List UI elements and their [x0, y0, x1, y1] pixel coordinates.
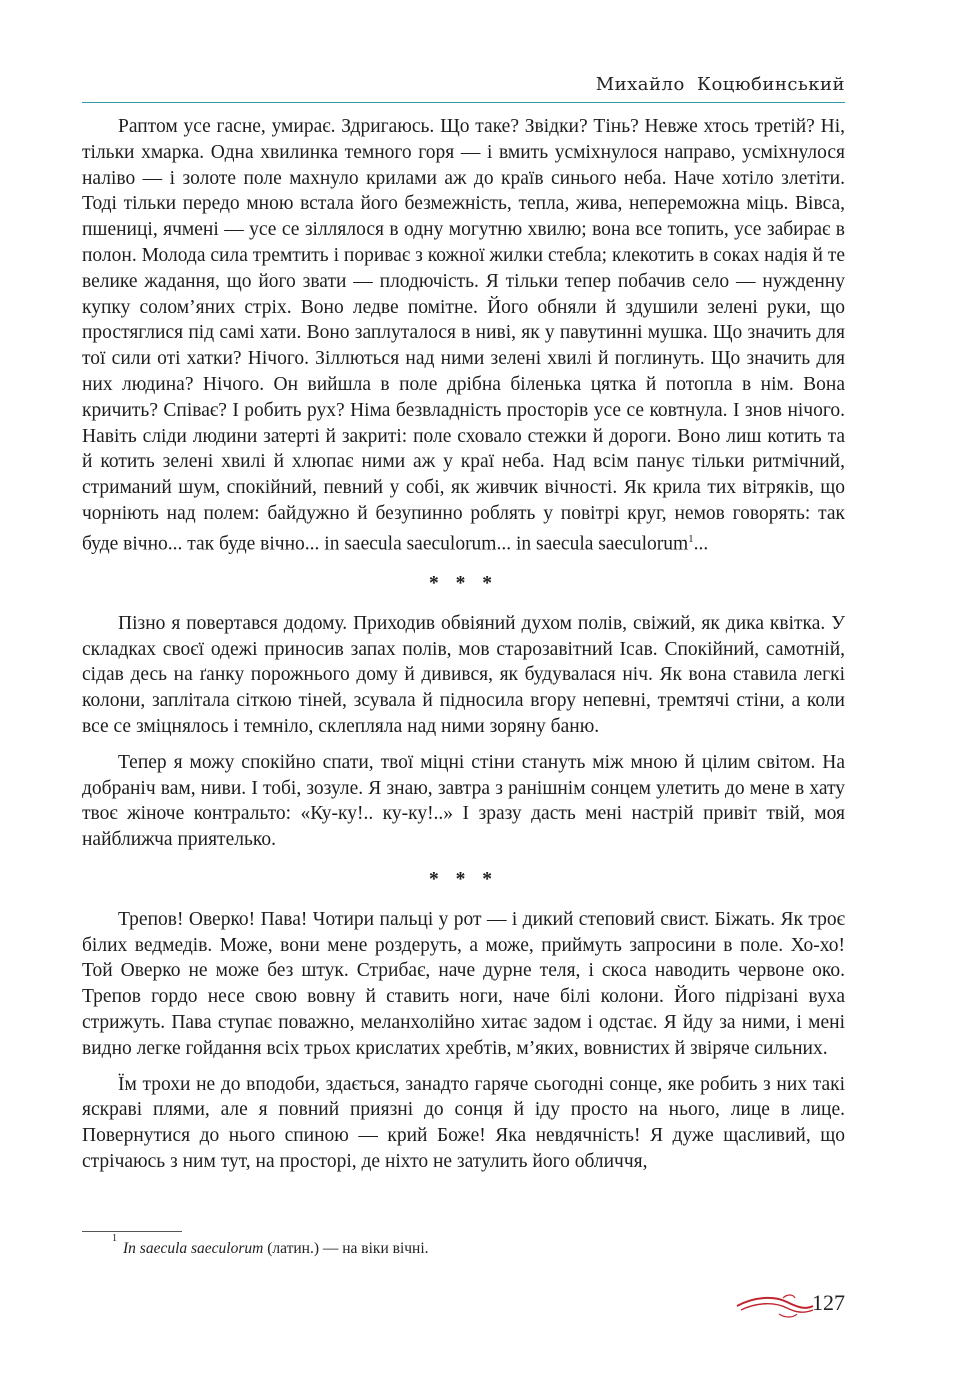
footnote-rule: [82, 1231, 182, 1232]
paragraph-3: Тепер я можу спокійно спати, твої міцні стіни стануть між мною й цілим світом. На добраніч вам, ниви. І тобі, зозуле. Я знаю, завтра з ранішнім сонцем улетить до мене в хату твоє жіноче контральто: «Ку-ку!.. ку-ку!..» І зразу дасть мені настрій привіт твій, моя найближча приятелько.: [82, 751, 845, 851]
footnote-number: 1: [112, 1233, 117, 1244]
paragraph-5: Їм трохи не до вподоби, здається, занадто гаряче сьогодні сонце, яке робить з них такі яскраві плями, але я повний приязні до сонця й іду просто на нього, лице в лице. Повернутися до нього спиною — крий Боже! Яка невдячність! Я дуже щасливий, що стрічаюсь з ним тут, на просторі, де ніхто не затулить його обличчя,: [82, 1073, 845, 1172]
paragraph-1-text: Раптом усе гасне, умирає. Здригаюсь. Що таке? Звідки? Тінь? Невже хтось третій? Ні, тільки хмарка. Одна хвилинка темного горя — і вмить усміхнулося направо, усміхнулося наліво — і золоте поле махнуло крилами аж до країв синього неба. Наче хотіло злетіти. Тоді тільки передо мною встала його безмежність, тепла, жива, непереможна міць. Вівса, пшениці, ячмені — усе се зіллялося в одну могутню хвилю; вона все топить, усе забирає в полон. Молода сила тремтить і пориває з кожної жилки стебла; клекотить в соках надія й те велике жадання, що його звати — плодючість. Я тільки тепер побачив село — нужденну купку солом’яних стріх. Воно ледве помітне. Його обняли й здушили зелені руки, що простяглися під самі хати. Воно заплуталося в ниві, як у павутинні мушка. Що значить для тої сили оті хатки? Нічого. Зіллються над ними зелені хвилі й поглинуть. Що значить для них людина? Нічого. Он вийшла в поле дрібна біленька цятка й потопла в нім. Вона кричить? Співає? І робить рух? Німа безвладність просторів усе се ковтнула. І знов нічого. Навіть сліди людини затерті й закриті: поле сховало стежки й дороги. Воно лиш котить та й котить зелені хвилі й хлюпає ними аж у краї неба. Над всім панує тільки ритмічний, стриманий шум, спокійний, певний у собі, як живчик вічності. Як крила тих вітряків, що чорніють над полем: байдужно й безупинно роблять у повітрі круг, немов говорять: так буде вічно... так буде вічно... in saecula saeculorum... in saecula saeculorum: [82, 116, 845, 555]
footnote-marker: 1: [688, 532, 694, 545]
footnote-term: In saecula saeculorum: [123, 1240, 264, 1258]
main-text: [82, 114, 845, 1185]
paragraph-2: Пізно я повертався додому. Приходив обвіяний духом полів, свіжий, як дика квітка. У складках своєї одежі приносив запах полів, мов старозавітний Ісав. Спокійний, самотній, сідав десь на ґанку порожнього дому й дивився, як будувалася ніч. Як вона ставила легкі колони, заплітала сіткою тіней, зсувала й підносила вгору непевні, тремтячі стіни, а коли все се зміцнялось і темніло, склепляла над ними зоряну баню.: [82, 612, 845, 738]
footnote-explanation: (латин.) — на віки вічні.: [263, 1240, 429, 1258]
section-separator-1: * * *: [429, 573, 498, 595]
paragraph-1: [82, 114, 845, 557]
paragraph-4: Трепов! Оверко! Пава! Чотири пальці у рот — і дикий степовий свист. Біжать. Як троє білих ведмедів. Може, вони мене роздеруть, а може, приймуть запросини в поле. Хо-хо! Той Оверко не може без штук. Стрибає, наче дурне теля, і скоса наводить червоне око. Трепов гордо несе свою вовну й ставить ноги, наче білі колони. Його підрізані вуха стрижуть. Пава ступає поважно, меланхолійно хитає задом і одстає. Я йду за ними, і мені видно легке гойдання всіх трьох крислатих хребтів, м’яких, вовнистих й звіряче сильних.: [82, 908, 845, 1059]
footnote: [112, 1233, 429, 1258]
paragraph-1-ending: ...: [693, 533, 709, 555]
running-header-author: Михайло Коцюбинський: [595, 74, 845, 95]
page-number-ornament-icon: [735, 1292, 815, 1320]
section-separator-2: * * *: [429, 869, 498, 891]
page-number: 127: [812, 1290, 845, 1315]
header-rule: [82, 102, 845, 103]
